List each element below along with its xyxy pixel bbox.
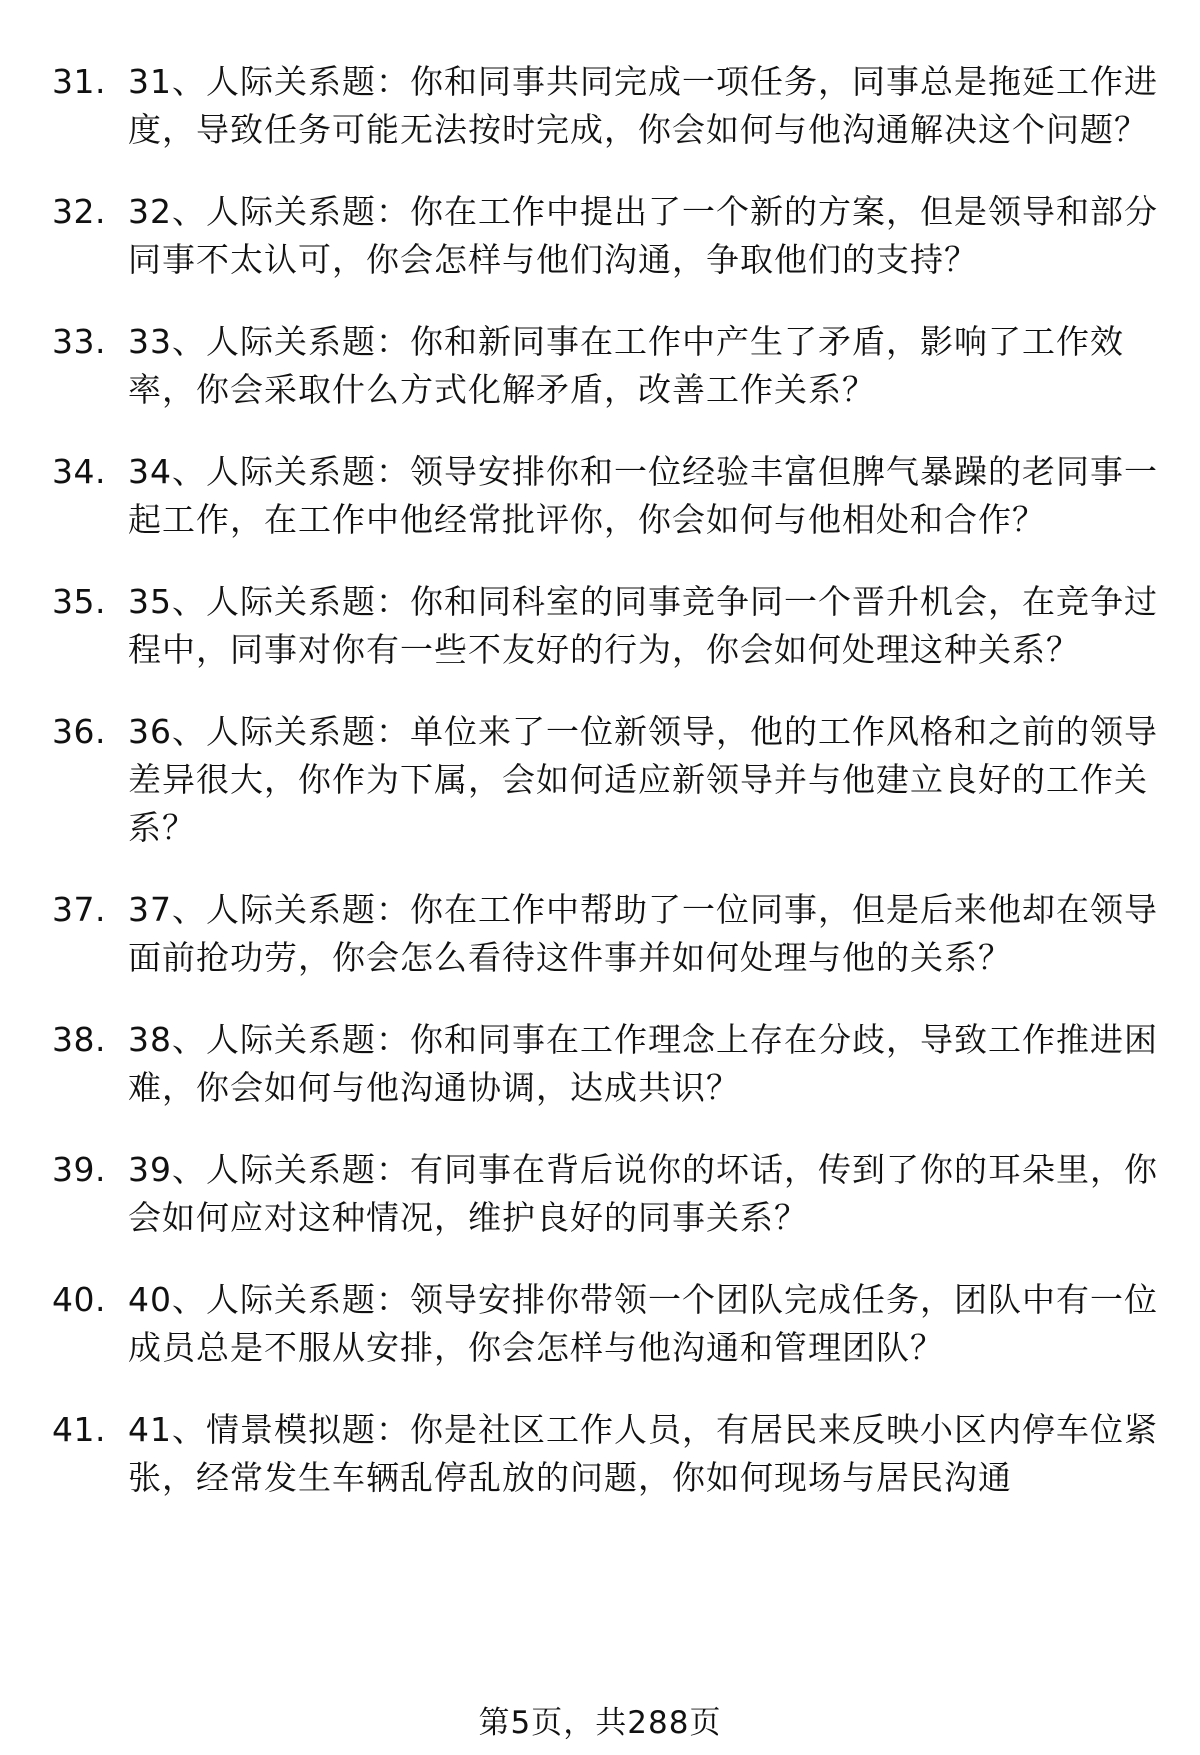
question-number: 31. [52,62,106,101]
question-number: 39. [52,1150,106,1189]
question-item [52,448,1162,544]
question-item [52,1016,1162,1112]
question-text: 35、人际关系题：你和同科室的同事竞争同一个晋升机会，在竞争过程中，同事对你有一些不友好的行为，你会如何处理这种关系？ [128,582,1158,669]
question-number: 40. [52,1280,106,1319]
question-text: 39、人际关系题：有同事在背后说你的坏话，传到了你的耳朵里，你会如何应对这种情况，维护良好的同事关系？ [128,1150,1158,1237]
question-number: 36. [52,712,106,751]
question-text: 40、人际关系题：领导安排你带领一个团队完成任务，团队中有一位成员总是不服从安排，你会怎样与他沟通和管理团队？ [128,1280,1158,1367]
question-number: 37. [52,890,106,929]
question-item [52,1276,1162,1372]
question-item [52,58,1162,154]
question-text: 36、人际关系题：单位来了一位新领导，他的工作风格和之前的领导差异很大，你作为下属，会如何适应新领导并与他建立良好的工作关系？ [128,712,1158,847]
question-item [52,318,1162,414]
question-list [52,58,1162,1536]
question-item [52,578,1162,674]
question-number: 34. [52,452,106,491]
question-number: 35. [52,582,106,621]
question-item [52,708,1162,852]
question-item [52,1146,1162,1242]
question-number: 32. [52,192,106,231]
question-number: 41. [52,1410,106,1449]
question-text: 32、人际关系题：你在工作中提出了一个新的方案，但是领导和部分同事不太认可，你会怎样与他们沟通，争取他们的支持？ [128,192,1158,279]
question-text: 34、人际关系题：领导安排你和一位经验丰富但脾气暴躁的老同事一起工作，在工作中他经常批评你，你会如何与他相处和合作？ [128,452,1158,539]
question-item [52,188,1162,284]
question-text: 31、人际关系题：你和同事共同完成一项任务，同事总是拖延工作进度，导致任务可能无法按时完成，你会如何与他沟通解决这个问题？ [128,62,1158,149]
question-text: 41、情景模拟题：你是社区工作人员，有居民来反映小区内停车位紧张，经常发生车辆乱停乱放的问题，你如何现场与居民沟通 [128,1410,1158,1497]
question-item [52,886,1162,982]
question-number: 33. [52,322,106,361]
question-text: 33、人际关系题：你和新同事在工作中产生了矛盾，影响了工作效率，你会采取什么方式化解矛盾，改善工作关系？ [128,322,1124,409]
question-number: 38. [52,1020,106,1059]
question-text: 38、人际关系题：你和同事在工作理念上存在分歧，导致工作推进困难，你会如何与他沟通协调，达成共识？ [128,1020,1158,1107]
question-item [52,1406,1162,1502]
page-number-footer: 第5页，共288页 [478,1705,722,1741]
question-text: 37、人际关系题：你在工作中帮助了一位同事，但是后来他却在领导面前抢功劳，你会怎么看待这件事并如何处理与他的关系？ [128,890,1158,977]
